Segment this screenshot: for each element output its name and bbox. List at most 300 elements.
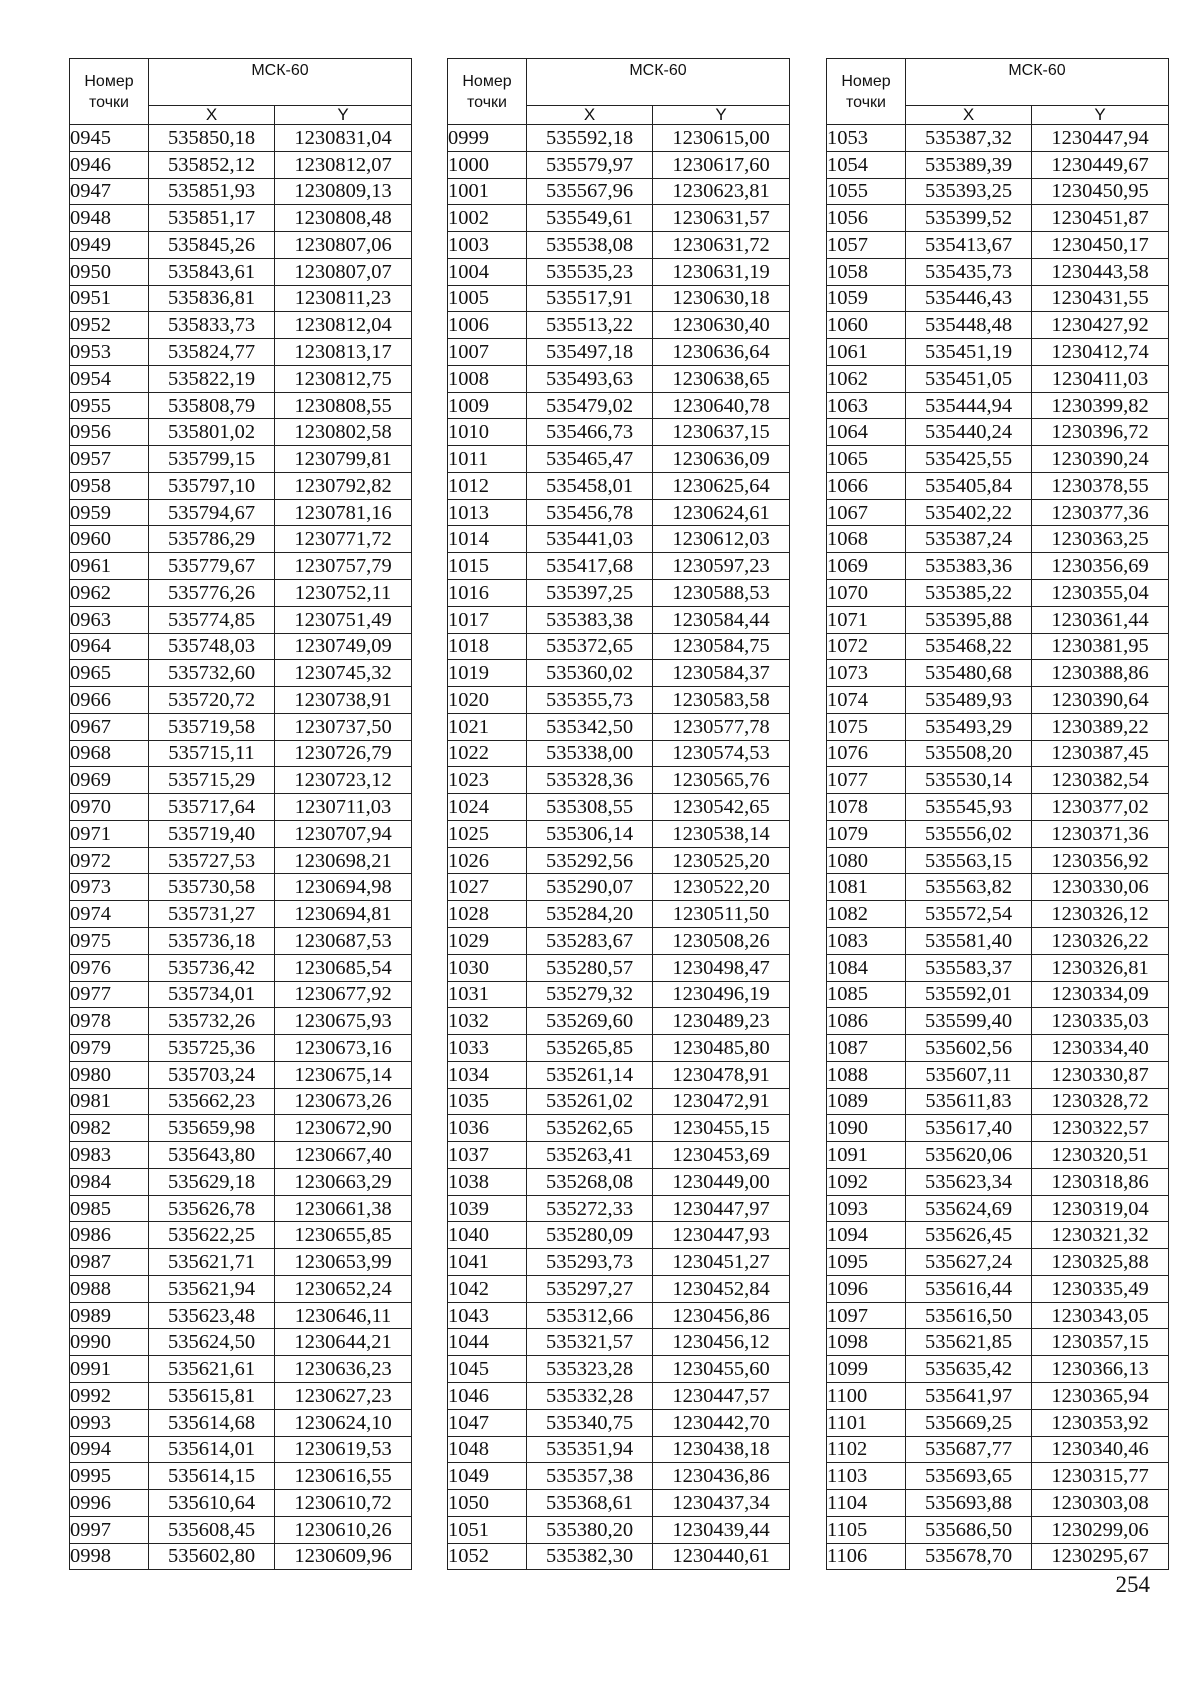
point-number-cell: 1089: [827, 1088, 906, 1115]
y-cell: 1230726,79: [275, 740, 412, 767]
y-cell: 1230447,94: [1032, 125, 1169, 152]
y-cell: 1230455,15: [653, 1115, 790, 1142]
y-cell: 1230627,23: [275, 1382, 412, 1409]
y-cell: 1230496,19: [653, 981, 790, 1008]
point-number-cell: 1090: [827, 1115, 906, 1142]
point-number-cell: 1061: [827, 339, 906, 366]
y-cell: 1230707,94: [275, 820, 412, 847]
x-cell: 535624,50: [149, 1329, 275, 1356]
y-cell: 1230436,86: [653, 1463, 790, 1490]
y-cell: 1230615,00: [653, 125, 790, 152]
x-cell: 535389,39: [906, 151, 1032, 178]
table-row: [448, 1463, 790, 1490]
x-cell: 535280,57: [527, 954, 653, 981]
point-number-cell: 0979: [70, 1035, 149, 1062]
table-row: [448, 606, 790, 633]
table-row: [70, 205, 412, 232]
y-cell: 1230711,03: [275, 794, 412, 821]
point-number-cell: 1011: [448, 446, 527, 473]
table-row: [448, 1061, 790, 1088]
header-y: Y: [275, 106, 412, 125]
table-row: [448, 1168, 790, 1195]
table-row: [827, 365, 1169, 392]
table-row: [448, 1543, 790, 1570]
table-row: [70, 847, 412, 874]
y-cell: 1230478,91: [653, 1061, 790, 1088]
x-cell: 535372,65: [527, 633, 653, 660]
y-cell: 1230597,23: [653, 553, 790, 580]
x-cell: 535717,64: [149, 794, 275, 821]
y-cell: 1230334,40: [1032, 1035, 1169, 1062]
y-cell: 1230675,14: [275, 1061, 412, 1088]
point-number-cell: 0957: [70, 446, 149, 473]
x-cell: 535736,18: [149, 927, 275, 954]
table-row: [70, 472, 412, 499]
table-row: [448, 1088, 790, 1115]
point-number-cell: 1049: [448, 1463, 527, 1490]
point-number-cell: 0954: [70, 365, 149, 392]
x-cell: 535493,29: [906, 713, 1032, 740]
table-row: [827, 713, 1169, 740]
point-number-cell: 0953: [70, 339, 149, 366]
x-cell: 535306,14: [527, 820, 653, 847]
table-row: [448, 365, 790, 392]
y-cell: 1230326,81: [1032, 954, 1169, 981]
y-cell: 1230334,09: [1032, 981, 1169, 1008]
y-cell: 1230378,55: [1032, 472, 1169, 499]
y-cell: 1230303,08: [1032, 1490, 1169, 1517]
point-number-cell: 1035: [448, 1088, 527, 1115]
y-cell: 1230538,14: [653, 820, 790, 847]
x-cell: 535563,82: [906, 874, 1032, 901]
y-cell: 1230813,17: [275, 339, 412, 366]
table-row: [448, 151, 790, 178]
x-cell: 535382,30: [527, 1543, 653, 1570]
table-row: [70, 1329, 412, 1356]
x-cell: 535284,20: [527, 901, 653, 928]
x-cell: 535567,96: [527, 178, 653, 205]
table-row: [448, 794, 790, 821]
y-cell: 1230749,09: [275, 633, 412, 660]
x-cell: 535732,60: [149, 660, 275, 687]
x-cell: 535579,97: [527, 151, 653, 178]
point-number-cell: 0975: [70, 927, 149, 954]
point-number-cell: 1099: [827, 1356, 906, 1383]
table-row: [827, 927, 1169, 954]
y-cell: 1230694,81: [275, 901, 412, 928]
x-cell: 535799,15: [149, 446, 275, 473]
point-number-cell: 0984: [70, 1168, 149, 1195]
point-number-cell: 1004: [448, 258, 527, 285]
y-cell: 1230525,20: [653, 847, 790, 874]
point-number-cell: 1064: [827, 419, 906, 446]
point-number-cell: 1037: [448, 1142, 527, 1169]
y-cell: 1230299,06: [1032, 1516, 1169, 1543]
header-point-number: Номер точки: [448, 59, 527, 125]
point-number-cell: 1068: [827, 526, 906, 553]
x-cell: 535355,73: [527, 687, 653, 714]
x-cell: 535465,47: [527, 446, 653, 473]
point-number-cell: 1093: [827, 1195, 906, 1222]
y-cell: 1230583,58: [653, 687, 790, 714]
x-cell: 535383,36: [906, 553, 1032, 580]
point-number-cell: 1001: [448, 178, 527, 205]
x-cell: 535629,18: [149, 1168, 275, 1195]
point-number-cell: 1033: [448, 1035, 527, 1062]
y-cell: 1230353,92: [1032, 1409, 1169, 1436]
y-cell: 1230687,53: [275, 927, 412, 954]
point-number-cell: 0947: [70, 178, 149, 205]
y-cell: 1230399,82: [1032, 392, 1169, 419]
x-cell: 535621,94: [149, 1275, 275, 1302]
point-number-cell: 1026: [448, 847, 527, 874]
table-row: [827, 125, 1169, 152]
y-cell: 1230489,23: [653, 1008, 790, 1035]
table-row: [448, 125, 790, 152]
table-row: [70, 713, 412, 740]
point-number-cell: 0985: [70, 1195, 149, 1222]
point-number-cell: 1103: [827, 1463, 906, 1490]
y-cell: 1230694,98: [275, 874, 412, 901]
y-cell: 1230485,80: [653, 1035, 790, 1062]
table-row: [448, 1195, 790, 1222]
point-number-cell: 1067: [827, 499, 906, 526]
point-number-cell: 1051: [448, 1516, 527, 1543]
y-cell: 1230565,76: [653, 767, 790, 794]
point-number-cell: 1009: [448, 392, 527, 419]
table-row: [448, 580, 790, 607]
x-cell: 535779,67: [149, 553, 275, 580]
x-cell: 535444,94: [906, 392, 1032, 419]
y-cell: 1230584,44: [653, 606, 790, 633]
y-cell: 1230631,72: [653, 232, 790, 259]
table-row: [70, 125, 412, 152]
x-cell: 535549,61: [527, 205, 653, 232]
y-cell: 1230355,04: [1032, 580, 1169, 607]
table-row: [827, 1061, 1169, 1088]
x-cell: 535340,75: [527, 1409, 653, 1436]
table-row: [827, 312, 1169, 339]
x-cell: 535360,02: [527, 660, 653, 687]
x-cell: 535468,22: [906, 633, 1032, 660]
point-number-cell: 1041: [448, 1249, 527, 1276]
coordinates-table-3: [826, 58, 1169, 1570]
table-row: [827, 606, 1169, 633]
y-cell: 1230511,50: [653, 901, 790, 928]
x-cell: 535583,37: [906, 954, 1032, 981]
point-number-cell: 1045: [448, 1356, 527, 1383]
point-number-cell: 1017: [448, 606, 527, 633]
table-row: [448, 312, 790, 339]
y-cell: 1230809,13: [275, 178, 412, 205]
y-cell: 1230745,32: [275, 660, 412, 687]
y-cell: 1230442,70: [653, 1409, 790, 1436]
y-cell: 1230377,02: [1032, 794, 1169, 821]
y-cell: 1230450,17: [1032, 232, 1169, 259]
table-row: [70, 901, 412, 928]
table-row: [827, 472, 1169, 499]
point-number-cell: 0983: [70, 1142, 149, 1169]
x-cell: 535730,58: [149, 874, 275, 901]
table-row: [827, 1115, 1169, 1142]
x-cell: 535686,50: [906, 1516, 1032, 1543]
x-cell: 535297,27: [527, 1275, 653, 1302]
table-row: [448, 1516, 790, 1543]
y-cell: 1230498,47: [653, 954, 790, 981]
y-cell: 1230723,12: [275, 767, 412, 794]
table-row: [448, 526, 790, 553]
table-row: [827, 901, 1169, 928]
point-number-cell: 0996: [70, 1490, 149, 1517]
x-cell: 535269,60: [527, 1008, 653, 1035]
y-cell: 1230588,53: [653, 580, 790, 607]
point-number-cell: 1014: [448, 526, 527, 553]
point-number-cell: 1024: [448, 794, 527, 821]
x-cell: 535497,18: [527, 339, 653, 366]
y-cell: 1230636,09: [653, 446, 790, 473]
point-number-cell: 1029: [448, 927, 527, 954]
table-row: [70, 1543, 412, 1570]
x-cell: 535592,01: [906, 981, 1032, 1008]
point-number-cell: 0989: [70, 1302, 149, 1329]
table-row: [70, 927, 412, 954]
table-row: [448, 1302, 790, 1329]
point-number-cell: 1069: [827, 553, 906, 580]
y-cell: 1230640,78: [653, 392, 790, 419]
x-cell: 535279,32: [527, 981, 653, 1008]
point-number-cell: 1075: [827, 713, 906, 740]
point-number-cell: 1030: [448, 954, 527, 981]
y-cell: 1230636,23: [275, 1356, 412, 1383]
point-number-cell: 0990: [70, 1329, 149, 1356]
x-cell: 535614,68: [149, 1409, 275, 1436]
header-x: X: [527, 106, 653, 125]
table-row: [827, 205, 1169, 232]
point-number-cell: 0988: [70, 1275, 149, 1302]
y-cell: 1230389,22: [1032, 713, 1169, 740]
x-cell: 535719,58: [149, 713, 275, 740]
table-row: [70, 1035, 412, 1062]
point-number-cell: 0993: [70, 1409, 149, 1436]
y-cell: 1230646,11: [275, 1302, 412, 1329]
table-row: [827, 1409, 1169, 1436]
table-row: [70, 1490, 412, 1517]
y-cell: 1230377,36: [1032, 499, 1169, 526]
point-number-cell: 1022: [448, 740, 527, 767]
table-row: [827, 820, 1169, 847]
y-cell: 1230771,72: [275, 526, 412, 553]
x-cell: 535602,80: [149, 1543, 275, 1570]
point-number-cell: 1054: [827, 151, 906, 178]
y-cell: 1230427,92: [1032, 312, 1169, 339]
x-cell: 535833,73: [149, 312, 275, 339]
table-row: [70, 820, 412, 847]
x-cell: 535808,79: [149, 392, 275, 419]
y-cell: 1230522,20: [653, 874, 790, 901]
table-row: [70, 1088, 412, 1115]
table-row: [827, 981, 1169, 1008]
point-number-cell: 1025: [448, 820, 527, 847]
x-cell: 535824,77: [149, 339, 275, 366]
y-cell: 1230447,97: [653, 1195, 790, 1222]
point-number-cell: 0982: [70, 1115, 149, 1142]
y-cell: 1230390,24: [1032, 446, 1169, 473]
point-number-cell: 1070: [827, 580, 906, 607]
table-row: [448, 1035, 790, 1062]
x-cell: 535538,08: [527, 232, 653, 259]
table-row: [70, 258, 412, 285]
table-row: [70, 1275, 412, 1302]
point-number-cell: 1084: [827, 954, 906, 981]
table-row: [448, 1382, 790, 1409]
point-number-cell: 1044: [448, 1329, 527, 1356]
y-cell: 1230449,67: [1032, 151, 1169, 178]
point-number-cell: 1020: [448, 687, 527, 714]
table-row: [70, 794, 412, 821]
y-cell: 1230752,11: [275, 580, 412, 607]
table-row: [827, 1275, 1169, 1302]
x-cell: 535627,24: [906, 1249, 1032, 1276]
y-cell: 1230812,75: [275, 365, 412, 392]
x-cell: 535725,36: [149, 1035, 275, 1062]
table-row: [827, 954, 1169, 981]
point-number-cell: 1057: [827, 232, 906, 259]
x-cell: 535530,14: [906, 767, 1032, 794]
x-cell: 535513,22: [527, 312, 653, 339]
point-number-cell: 0986: [70, 1222, 149, 1249]
y-cell: 1230328,72: [1032, 1088, 1169, 1115]
y-cell: 1230757,79: [275, 553, 412, 580]
y-cell: 1230610,26: [275, 1516, 412, 1543]
x-cell: 535801,02: [149, 419, 275, 446]
x-cell: 535611,83: [906, 1088, 1032, 1115]
x-cell: 535572,54: [906, 901, 1032, 928]
table-row: [827, 1543, 1169, 1570]
table-row: [827, 1088, 1169, 1115]
point-number-cell: 1055: [827, 178, 906, 205]
y-cell: 1230388,86: [1032, 660, 1169, 687]
table-row: [448, 874, 790, 901]
x-cell: 535610,64: [149, 1490, 275, 1517]
x-cell: 535592,18: [527, 125, 653, 152]
y-cell: 1230396,72: [1032, 419, 1169, 446]
point-number-cell: 0998: [70, 1543, 149, 1570]
x-cell: 535351,94: [527, 1436, 653, 1463]
y-cell: 1230365,94: [1032, 1382, 1169, 1409]
point-number-cell: 0956: [70, 419, 149, 446]
x-cell: 535719,40: [149, 820, 275, 847]
point-number-cell: 1008: [448, 365, 527, 392]
y-cell: 1230812,07: [275, 151, 412, 178]
point-number-cell: 1100: [827, 1382, 906, 1409]
x-cell: 535614,01: [149, 1436, 275, 1463]
y-cell: 1230625,64: [653, 472, 790, 499]
point-number-cell: 1080: [827, 847, 906, 874]
y-cell: 1230325,88: [1032, 1249, 1169, 1276]
y-cell: 1230685,54: [275, 954, 412, 981]
table-row: [70, 312, 412, 339]
point-number-cell: 1048: [448, 1436, 527, 1463]
table-row: [70, 1061, 412, 1088]
y-cell: 1230508,26: [653, 927, 790, 954]
y-cell: 1230382,54: [1032, 767, 1169, 794]
table-row: [70, 232, 412, 259]
table-row: [827, 446, 1169, 473]
point-number-cell: 0958: [70, 472, 149, 499]
point-number-cell: 0959: [70, 499, 149, 526]
table-row: [448, 553, 790, 580]
y-cell: 1230672,90: [275, 1115, 412, 1142]
table-row: [827, 794, 1169, 821]
y-cell: 1230584,37: [653, 660, 790, 687]
point-number-cell: 1062: [827, 365, 906, 392]
x-cell: 535357,38: [527, 1463, 653, 1490]
table-row: [448, 232, 790, 259]
x-cell: 535395,88: [906, 606, 1032, 633]
x-cell: 535621,85: [906, 1329, 1032, 1356]
point-number-cell: 1053: [827, 125, 906, 152]
point-number-cell: 1046: [448, 1382, 527, 1409]
y-cell: 1230320,51: [1032, 1142, 1169, 1169]
table-row: [448, 740, 790, 767]
point-number-cell: 1088: [827, 1061, 906, 1088]
y-cell: 1230366,13: [1032, 1356, 1169, 1383]
point-number-cell: 0963: [70, 606, 149, 633]
table-row: [448, 1490, 790, 1517]
x-cell: 535332,28: [527, 1382, 653, 1409]
y-cell: 1230449,00: [653, 1168, 790, 1195]
x-cell: 535620,06: [906, 1142, 1032, 1169]
point-number-cell: 1079: [827, 820, 906, 847]
x-cell: 535615,81: [149, 1382, 275, 1409]
table-row: [70, 1249, 412, 1276]
table-row: [448, 927, 790, 954]
point-number-cell: 1077: [827, 767, 906, 794]
table-row: [448, 1356, 790, 1383]
x-cell: 535794,67: [149, 499, 275, 526]
point-number-cell: 1094: [827, 1222, 906, 1249]
point-number-cell: 1028: [448, 901, 527, 928]
x-cell: 535732,26: [149, 1008, 275, 1035]
x-cell: 535687,77: [906, 1436, 1032, 1463]
y-cell: 1230574,53: [653, 740, 790, 767]
x-cell: 535621,61: [149, 1356, 275, 1383]
x-cell: 535399,52: [906, 205, 1032, 232]
table-row: [70, 1008, 412, 1035]
x-cell: 535641,97: [906, 1382, 1032, 1409]
table-row: [70, 874, 412, 901]
x-cell: 535272,33: [527, 1195, 653, 1222]
table-row: [70, 1222, 412, 1249]
table-row: [448, 981, 790, 1008]
y-cell: 1230802,58: [275, 419, 412, 446]
x-cell: 535734,01: [149, 981, 275, 1008]
point-number-cell: 0987: [70, 1249, 149, 1276]
table-row: [827, 151, 1169, 178]
point-number-cell: 0946: [70, 151, 149, 178]
point-number-cell: 1081: [827, 874, 906, 901]
header-point-number: Номер точки: [70, 59, 149, 125]
point-number-cell: 0980: [70, 1061, 149, 1088]
table-row: [70, 767, 412, 794]
x-cell: 535338,00: [527, 740, 653, 767]
header-y: Y: [1032, 106, 1169, 125]
point-number-cell: 1104: [827, 1490, 906, 1517]
point-number-cell: 0974: [70, 901, 149, 928]
point-number-cell: 1072: [827, 633, 906, 660]
point-number-cell: 1031: [448, 981, 527, 1008]
table-row: [70, 981, 412, 1008]
